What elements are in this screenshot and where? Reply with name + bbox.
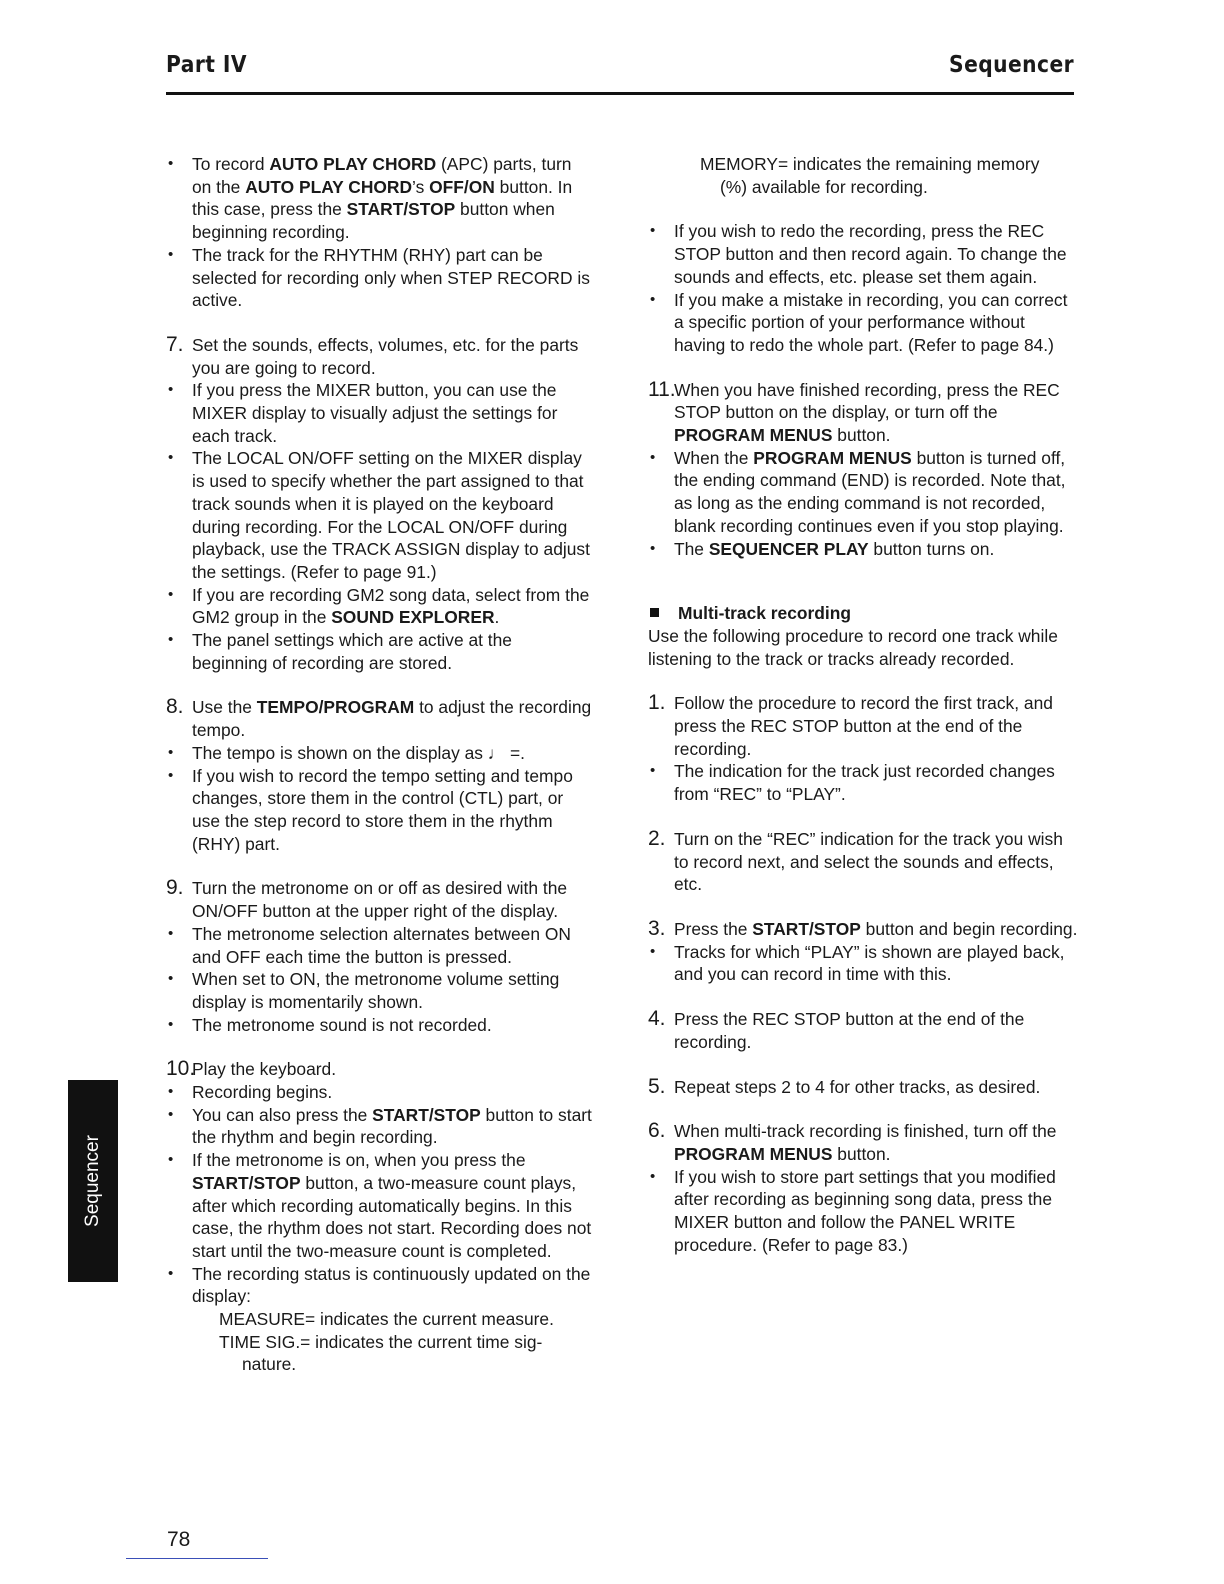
bullet-rec-to-play: • The indication for the track just recorded changes from “REC” to “PLAY”.	[648, 760, 1078, 805]
step-9: 9. Turn the metronome on or off as desired with the ON/OFF button at the upper right of the display.	[166, 876, 568, 922]
bullet-metronome-volume: • When set to ON, the metronome volume setting display is momentarily shown.	[166, 968, 592, 1013]
status-measure: MEASURE= indicates the current measure.	[219, 1309, 554, 1330]
section-title: Sequencer	[948, 52, 1074, 78]
bullet-metronome-toggle: • The metronome selection alternates between ON and OFF each time the button is pressed.	[166, 923, 592, 968]
bullet-mistake: • If you make a mistake in recording, you can correct a specific portion of your performance without having to redo the whole part. (Refer to page 84.)	[648, 289, 1078, 357]
step-11: 11. When you have finished recording, press the REC STOP button on the display, or turn off the PROGRAM MENUS button.	[648, 377, 1060, 446]
header-rule	[166, 92, 1074, 95]
bullet-tempo-display: • The tempo is shown on the display as ♩ =.	[166, 742, 592, 765]
mt-step-6: 6. When multi-track recording is finished, turn off the PROGRAM MENUS button.	[648, 1119, 1057, 1164]
step-8: 8. Use the TEMPO/PROGRAM to adjust the recording tempo.	[166, 695, 592, 741]
bullet-sequencer-play: • The SEQUENCER PLAY button turns on.	[648, 538, 1078, 561]
bullet-redo: • If you wish to redo the recording, press the REC STOP button and then record again. To change the sounds and effects, etc. please set them again.	[648, 220, 1078, 288]
bullet-mixer: • If you press the MIXER button, you can use the MIXER display to visually adjust the settings for each track.	[166, 379, 592, 447]
mt-step-1: 1. Follow the procedure to record the first track, and press the REC STOP button at the end of the recording.	[648, 691, 1053, 759]
bullet-panel-write: • If you wish to store part settings that you modified after recording as beginning song data, press the MIXER button and follow the PANEL WRITE procedure. (Refer to page 83.)	[648, 1166, 1078, 1257]
bullet-panel-settings: • The panel settings which are active at the beginning of recording are stored.	[166, 629, 592, 674]
mt-step-2: 2. Turn on the “REC” indication for the track you wish to record next, and select the sounds and effects, etc.	[648, 826, 1063, 895]
bullet-end-command: • When the PROGRAM MENUS button is turned off, the ending command (END) is recorded. Note that, as long as the ending command is not recorded, blank recording continues even if you stop playing.	[648, 447, 1078, 538]
bullet-tempo-record: • If you wish to record the tempo setting and tempo changes, store them in the control (CTL) part, or use the step record to store them in the rhythm (RHY) part.	[166, 765, 592, 856]
bullet-play-tracks: • Tracks for which “PLAY” is shown are played back, and you can record in time with this.	[648, 941, 1078, 986]
multitrack-heading: Multi-track recording	[648, 602, 1078, 625]
side-tab	[68, 1080, 118, 1282]
left-column	[166, 153, 592, 1376]
status-timesig: TIME SIG.= indicates the current time sig-	[219, 1331, 543, 1352]
bullet-status: • The recording status is continuously updated on the display:	[166, 1263, 592, 1308]
page-number-rule	[126, 1558, 268, 1559]
bullet-recording-begins: • Recording begins.	[166, 1081, 592, 1104]
step-10: 10. Play the keyboard.	[166, 1057, 337, 1081]
mt-step-3: 3. Press the START/STOP button and begin recording.	[648, 916, 1078, 940]
side-tab-label: Sequencer	[82, 1135, 103, 1227]
bullet-apc: • To record AUTO PLAY CHORD (APC) parts, turn on the AUTO PLAY CHORD’s OFF/ON button. In this case, press the START/STOP button when beginning recording.	[166, 153, 592, 244]
bullet-gm2: • If you are recording GM2 song data, select from the GM2 group in the SOUND EXPLORER.	[166, 584, 592, 629]
multitrack-intro: Use the following procedure to record one track while listening to the track or tracks already recorded.	[648, 625, 1058, 669]
status-memory: MEMORY= indicates the remaining memory	[700, 154, 1040, 174]
mt-step-4: 4. Press the REC STOP button at the end of the recording.	[648, 1007, 1025, 1052]
bullet-metronome-sound: • The metronome sound is not recorded.	[166, 1014, 592, 1037]
part-title: Part IV	[166, 52, 247, 78]
bullet-local: • The LOCAL ON/OFF setting on the MIXER display is used to specify whether the part assigned to that track sounds when it is played on the keyboard during recording. For the LOCAL ON/OFF during playback, use the TRACK ASSIGN display to adjust the settings. (Refer to page 91.)	[166, 447, 592, 583]
bullet-rhythm-track: • The track for the RHYTHM (RHY) part can be selected for recording only when STEP RECORD is active.	[166, 244, 592, 312]
step-7: 7. Set the sounds, effects, volumes, etc. for the parts you are going to record.	[166, 332, 579, 378]
bullet-count-in: • If the metronome is on, when you press the START/STOP button, a two-measure count plays, after which recording automatically begins. In this case, the rhythm does not start. Recording does not start until the two-measure count is completed.	[166, 1149, 592, 1263]
status-memory-cont: (%) available for recording.	[720, 176, 928, 197]
bullet-start-stop: • You can also press the START/STOP button to start the rhythm and begin recording.	[166, 1104, 592, 1149]
status-timesig-cont: nature.	[242, 1354, 297, 1375]
right-column	[648, 153, 1078, 1256]
page-number: 78	[167, 1528, 191, 1551]
mt-step-5: 5. Repeat steps 2 to 4 for other tracks, as desired.	[648, 1074, 1041, 1098]
